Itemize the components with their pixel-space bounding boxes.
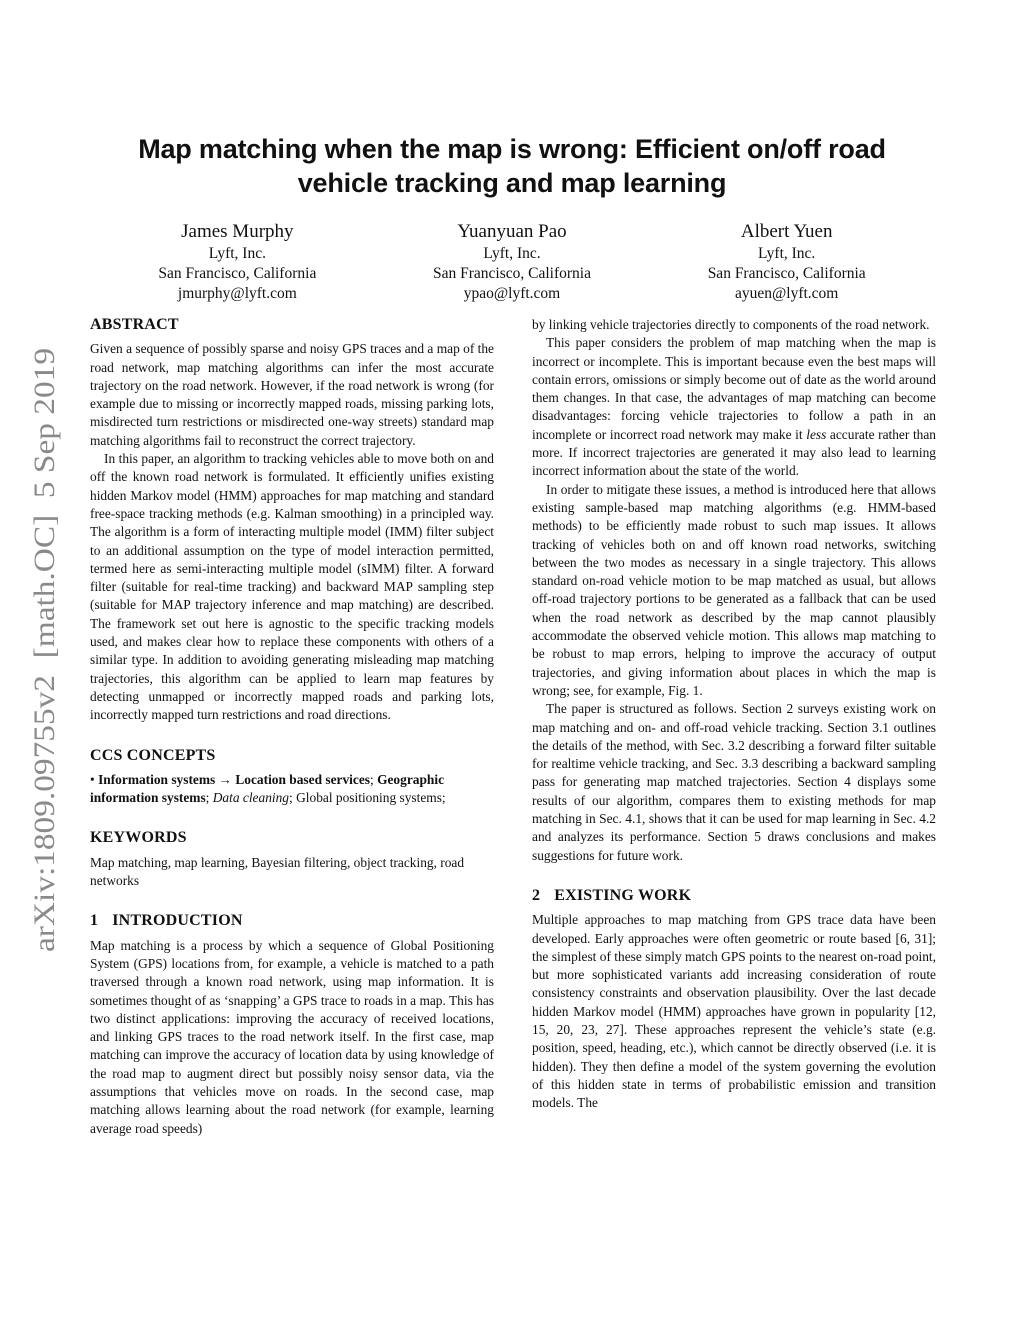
intro-paragraph-3: In order to mitigate these issues, a method is introduced here that allows existing sample-based map matching algorithms (e.g. HMM-based methods) to be efficiently made robust to such map issues. It allows tracking of vehicles both on and off known road networks, switching between the two modes as necessary in a single trajectory. This allows standard on-road vehicle motion to be map matched as usual, but allows off-road trajectory portions to be generated as a fallback that can be used when the road network as described by the map cannot plausibly accommodate the observed vehicle motion. This allows map matching to be robust to map errors, helping to improve the accuracy of output trajectories, and giving information about places in which the map is wrong; see, for example, Fig. 1. xyxy=(532,481,936,698)
introduction-heading xyxy=(90,912,494,930)
author-location: San Francisco, California xyxy=(707,265,866,282)
arxiv-stamp-text: arXiv:1809.09755v2 [math.OC] 5 Sep 2019 xyxy=(28,408,61,952)
intro-emphasis: less xyxy=(806,426,827,442)
arxiv-stamp xyxy=(14,340,70,960)
author-2 xyxy=(375,220,650,304)
paper-title xyxy=(100,132,924,200)
ccs-bullet: • xyxy=(90,771,95,787)
author-block xyxy=(100,220,924,304)
section-number: 1 xyxy=(90,912,99,930)
ccs-concept-4: Data cleaning xyxy=(212,790,290,806)
ccs-heading: CCS CONCEPTS xyxy=(90,746,216,764)
ccs-arrow: → xyxy=(218,771,232,787)
author-3 xyxy=(649,220,924,304)
ccs-concept-2: Location based services xyxy=(235,771,370,787)
section-number: 2 xyxy=(532,886,541,904)
author-location: San Francisco, California xyxy=(158,265,317,282)
intro-continued-paragraph: by linking vehicle trajectories directly to components of the road network. xyxy=(532,317,930,332)
author-name: Albert Yuen xyxy=(740,221,833,242)
ccs-separator: ; xyxy=(205,790,210,806)
author-affiliation: Lyft, Inc. xyxy=(483,245,541,262)
title-line-1: Map matching when the map is wrong: Efficient on/off road xyxy=(138,134,886,164)
ccs-separator: ; xyxy=(289,790,293,806)
existing-work-paragraph-1: Multiple approaches to map matching from GPS trace data have been developed. Early approaches were often geometric or route based [6, 31]; the simplest of these simply match GPS points to the nearest on-road point, but more sophisticated variants add increasing consideration of route consistency constraints and observation plausibility. Over the last decade hidden Markov model (HMM) approaches have grown in popularity [12, 15, 20, 23, 27]. These approaches represent the vehicle’s state (e.g. position, speed, heading, etc.), which cannot be directly observed (i.e. it is hidden). They then define a model of the system governing the evolution of this hidden state in terms of probabilistic emission and transition models. The xyxy=(532,912,936,1111)
author-name: James Murphy xyxy=(181,221,294,242)
abstract-heading: ABSTRACT xyxy=(90,316,179,333)
author-location: San Francisco, California xyxy=(433,265,591,282)
author-email: jmurphy@lyft.com xyxy=(177,285,297,302)
author-name: Yuanyuan Pao xyxy=(457,221,567,242)
author-affiliation: Lyft, Inc. xyxy=(758,245,816,262)
author-affiliation: Lyft, Inc. xyxy=(208,245,266,262)
intro-paragraph-2-text: This paper considers the problem of map matching when the map is incorrect or incomplete. This is important because even the best maps will contain errors, omissions or simply become out of date as the world around them changes. In that case, the advantages of map matching can become disadvantages: forcing vehicle trajectories to follow a path in an incomplete or incorrect road network may make it xyxy=(532,335,936,442)
intro-paragraph-4: The paper is structured as follows. Section 2 surveys existing work on map matching and on- and off-road vehicle tracking. Section 3.1 outlines the details of the method, with Sec. 3.2 describing a forward filter suitable for realtime vehicle tracking, and Sec. 3.3 describing a backward sampling pass for generating map matched trajectories. Section 4 displays some results of our algorithm, compares them to existing methods for map matching in Sec. 4.1, shows that it can be used for map learning in Sec. 4.2 and analyzes its performance. Section 5 draws conclusions and makes suggestions for future work. xyxy=(532,701,936,863)
left-column xyxy=(90,316,494,1138)
introduction-paragraph-1: Map matching is a process by which a sequence of Global Positioning System (GPS) locations from, for example, a vehicle is matched to a path traversed through a known road network, using map information. It is sometimes thought of as ‘snapping’ a GPS trace to roads in a map. This has two distinct applications: improving the accuracy of received locations, and linking GPS traces to the road network itself. In the first case, map matching can improve the accuracy of location data by using knowledge of the road map to augment direct but possibly noisy sensor data, via the assumptions that vehicles move on roads. In the second case, map matching allows learning about the road network (for example, learning average road speeds) xyxy=(90,937,494,1136)
ccs-concept-5: Global positioning systems; xyxy=(296,790,446,806)
section-title: INTRODUCTION xyxy=(112,912,243,930)
ccs-concept-3: Geographic information systems xyxy=(90,771,445,806)
ccs-concepts xyxy=(90,771,494,808)
existing-work-heading xyxy=(532,887,936,905)
author-email: ayuen@lyft.com xyxy=(734,285,839,302)
title-line-2: vehicle tracking and map learning xyxy=(297,168,727,198)
right-column xyxy=(532,316,936,1112)
abstract-paragraph-1: Given a sequence of possibly sparse and noisy GPS traces and a map of the road network, map matching algorithms can infer the most accurate trajectory on the road network. However, if the road network is wrong (for example due to missing or incorrectly mapped roads, missing parking lots, misdirected turn restrictions or misdirected one-way streets) standard map matching algorithms fail to reconstruct the correct trajectory. xyxy=(90,341,494,448)
section-title: EXISTING WORK xyxy=(554,886,692,904)
abstract-paragraph-2: In this paper, an algorithm to tracking vehicles able to move both on and off the known road network is formulated. It efficiently unifies existing hidden Markov model (HMM) approaches for map matching and standard free-space tracking methods (e.g. Kalman smoothing) in a principled way. The algorithm is a form of interacting multiple model (IMM) filter subject to an additional assumption on the type of model interaction permitted, termed here as semi-interacting multiple model (sIMM) filter. A forward filter (suitable for real-time tracking) and backward MAP sampling step (suitable for MAP trajectory inference and map matching) are described. The framework set out here is agnostic to the specific tracking models used, and makes clear how to replace these components with others of a similar type. In addition to avoiding generating misleading map matching trajectories, this algorithm can be applied to learn map features by detecting unmapped or incorrectly mapped roads and parking lots, incorrectly mapped turn restrictions and road directions. xyxy=(90,451,494,723)
author-1 xyxy=(100,220,375,304)
intro-paragraph-2 xyxy=(532,334,936,480)
author-email: ypao@lyft.com xyxy=(463,285,561,302)
keywords-text: Map matching, map learning, Bayesian filtering, object tracking, road networks xyxy=(90,854,465,889)
intro-paragraph-2-end: accurate rather than more. If incorrect trajectories are generated it may also lead to learning incorrect information about the state of the world. xyxy=(532,426,936,479)
keywords-heading: KEYWORDS xyxy=(90,829,187,847)
ccs-concept-1: Information systems xyxy=(98,771,216,787)
ccs-separator: ; xyxy=(369,771,374,787)
